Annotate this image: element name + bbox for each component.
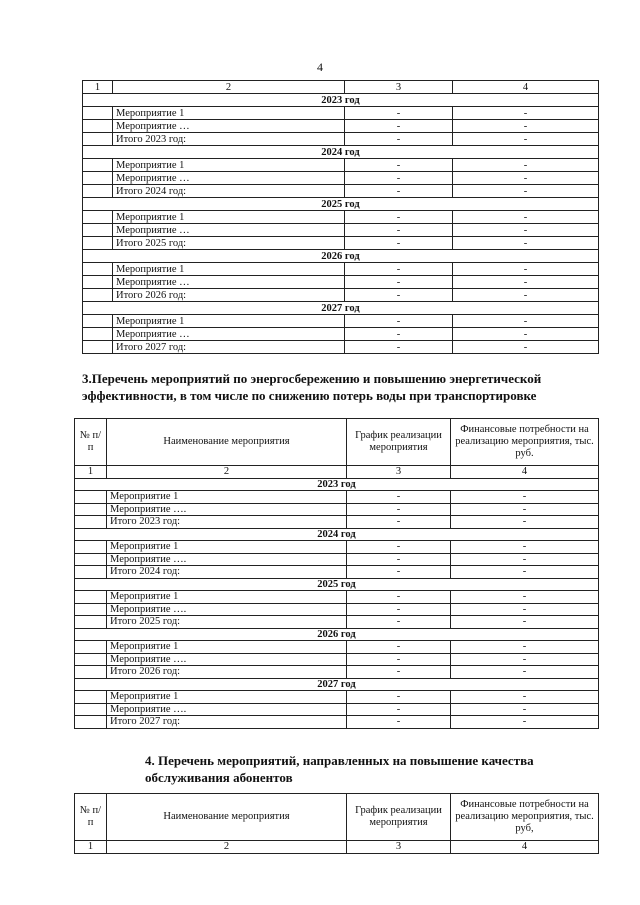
financial-cell: - xyxy=(453,211,599,224)
year-row xyxy=(75,578,599,591)
total-row xyxy=(83,237,599,250)
column-number: 3 xyxy=(347,841,451,854)
event-row xyxy=(83,172,599,185)
row-number-cell xyxy=(83,185,113,198)
row-number-cell xyxy=(75,716,107,729)
column-number: 4 xyxy=(453,81,599,94)
total-label-cell: Итого 2024 год: xyxy=(107,566,347,579)
total-row xyxy=(83,185,599,198)
header-financial-needs: Финансовые потребности на реализацию мероприятия, тыс. руб, xyxy=(451,794,599,841)
event-name-cell: Мероприятие … xyxy=(113,172,345,185)
service-quality-events-table xyxy=(74,793,599,854)
column-number: 4 xyxy=(451,841,599,854)
header-schedule: График реализации мероприятия xyxy=(347,794,451,841)
row-number-cell xyxy=(75,616,107,629)
financial-cell: - xyxy=(451,616,599,629)
financial-cell: - xyxy=(451,703,599,716)
schedule-cell: - xyxy=(345,211,453,224)
row-number-cell xyxy=(75,603,107,616)
row-number-cell xyxy=(83,341,113,354)
schedule-cell: - xyxy=(347,566,451,579)
event-row xyxy=(75,641,599,654)
column-number: 1 xyxy=(83,81,113,94)
financial-cell: - xyxy=(453,276,599,289)
total-label-cell: Итого 2025 год: xyxy=(107,616,347,629)
event-row xyxy=(83,159,599,172)
year-heading: 2025 год xyxy=(83,198,599,211)
header-schedule: График реализации мероприятия xyxy=(347,419,451,466)
table-column-numbers xyxy=(83,81,599,94)
schedule-cell: - xyxy=(347,516,451,529)
schedule-cell: - xyxy=(347,541,451,554)
event-row xyxy=(83,107,599,120)
row-number-cell xyxy=(83,107,113,120)
event-row xyxy=(83,276,599,289)
row-number-cell xyxy=(83,328,113,341)
financial-cell: - xyxy=(453,263,599,276)
financial-cell: - xyxy=(453,120,599,133)
financial-cell: - xyxy=(451,641,599,654)
financial-cell: - xyxy=(451,553,599,566)
column-number: 4 xyxy=(451,466,599,479)
year-row xyxy=(83,302,599,315)
total-row xyxy=(83,289,599,302)
event-row xyxy=(83,263,599,276)
row-number-cell xyxy=(75,566,107,579)
row-number-cell xyxy=(83,237,113,250)
event-name-cell: Мероприятие 1 xyxy=(107,691,347,704)
financial-cell: - xyxy=(453,185,599,198)
events-table-continued xyxy=(82,80,599,354)
row-number-cell xyxy=(83,263,113,276)
event-name-cell: Мероприятие …. xyxy=(107,653,347,666)
schedule-cell: - xyxy=(345,328,453,341)
event-row xyxy=(75,691,599,704)
event-row xyxy=(83,224,599,237)
event-name-cell: Мероприятие …. xyxy=(107,553,347,566)
column-number: 3 xyxy=(347,466,451,479)
total-label-cell: Итого 2024 год: xyxy=(113,185,345,198)
row-number-cell xyxy=(75,703,107,716)
event-row xyxy=(75,541,599,554)
event-name-cell: Мероприятие 1 xyxy=(107,541,347,554)
table-column-numbers xyxy=(75,466,599,479)
row-number-cell xyxy=(83,224,113,237)
financial-cell: - xyxy=(451,541,599,554)
event-name-cell: Мероприятие … xyxy=(113,328,345,341)
event-row xyxy=(83,120,599,133)
total-row xyxy=(83,133,599,146)
year-heading: 2025 год xyxy=(75,578,599,591)
row-number-cell xyxy=(83,120,113,133)
schedule-cell: - xyxy=(345,159,453,172)
year-row xyxy=(83,146,599,159)
schedule-cell: - xyxy=(345,341,453,354)
row-number-cell xyxy=(83,133,113,146)
event-name-cell: Мероприятие 1 xyxy=(113,107,345,120)
column-number: 1 xyxy=(75,841,107,854)
schedule-cell: - xyxy=(347,666,451,679)
event-name-cell: Мероприятие …. xyxy=(107,503,347,516)
row-number-cell xyxy=(83,315,113,328)
schedule-cell: - xyxy=(347,653,451,666)
schedule-cell: - xyxy=(345,289,453,302)
header-number: № п/п xyxy=(75,794,107,841)
row-number-cell xyxy=(75,691,107,704)
financial-cell: - xyxy=(453,341,599,354)
header-event-name: Наименование мероприятия xyxy=(107,419,347,466)
schedule-cell: - xyxy=(347,503,451,516)
event-row xyxy=(75,603,599,616)
row-number-cell xyxy=(75,553,107,566)
total-label-cell: Итого 2026 год: xyxy=(113,289,345,302)
total-label-cell: Итого 2027 год: xyxy=(113,341,345,354)
year-heading: 2027 год xyxy=(83,302,599,315)
financial-cell: - xyxy=(451,491,599,504)
year-row xyxy=(75,478,599,491)
year-heading: 2027 год xyxy=(75,678,599,691)
financial-cell: - xyxy=(451,716,599,729)
year-row xyxy=(75,628,599,641)
row-number-cell xyxy=(83,211,113,224)
table-header-row xyxy=(75,419,599,466)
financial-cell: - xyxy=(453,328,599,341)
row-number-cell xyxy=(75,641,107,654)
year-row xyxy=(83,198,599,211)
row-number-cell xyxy=(75,653,107,666)
financial-cell: - xyxy=(453,289,599,302)
total-label-cell: Итого 2026 год: xyxy=(107,666,347,679)
event-name-cell: Мероприятие … xyxy=(113,120,345,133)
row-number-cell xyxy=(75,503,107,516)
event-name-cell: Мероприятие 1 xyxy=(113,159,345,172)
schedule-cell: - xyxy=(347,691,451,704)
schedule-cell: - xyxy=(347,641,451,654)
row-number-cell xyxy=(75,541,107,554)
schedule-cell: - xyxy=(347,591,451,604)
event-name-cell: Мероприятие 1 xyxy=(107,491,347,504)
schedule-cell: - xyxy=(347,616,451,629)
year-row xyxy=(75,528,599,541)
event-name-cell: Мероприятие 1 xyxy=(107,591,347,604)
year-heading: 2026 год xyxy=(75,628,599,641)
schedule-cell: - xyxy=(345,133,453,146)
section-4-title: 4. Перечень мероприятий, направленных на повышение качества обслуживания абонентов xyxy=(145,753,534,785)
schedule-cell: - xyxy=(345,263,453,276)
financial-cell: - xyxy=(453,107,599,120)
energy-saving-events-table xyxy=(74,418,599,729)
column-number: 1 xyxy=(75,466,107,479)
schedule-cell: - xyxy=(345,237,453,250)
column-number: 2 xyxy=(107,466,347,479)
total-label-cell: Итого 2023 год: xyxy=(107,516,347,529)
financial-cell: - xyxy=(453,237,599,250)
header-event-name: Наименование мероприятия xyxy=(107,794,347,841)
financial-cell: - xyxy=(453,133,599,146)
total-row xyxy=(75,516,599,529)
column-number: 2 xyxy=(113,81,345,94)
year-heading: 2026 год xyxy=(83,250,599,263)
year-row xyxy=(75,678,599,691)
total-row xyxy=(75,716,599,729)
financial-cell: - xyxy=(451,691,599,704)
table-column-numbers xyxy=(75,841,599,854)
total-row xyxy=(75,566,599,579)
schedule-cell: - xyxy=(345,185,453,198)
schedule-cell: - xyxy=(345,276,453,289)
row-number-cell xyxy=(75,516,107,529)
header-number: № п/п xyxy=(75,419,107,466)
financial-cell: - xyxy=(453,315,599,328)
header-financial-needs: Финансовые потребности на реализацию мероприятия, тыс. руб. xyxy=(451,419,599,466)
schedule-cell: - xyxy=(347,703,451,716)
event-row xyxy=(83,315,599,328)
event-row xyxy=(75,503,599,516)
schedule-cell: - xyxy=(345,120,453,133)
event-name-cell: Мероприятие 1 xyxy=(113,211,345,224)
total-label-cell: Итого 2023 год: xyxy=(113,133,345,146)
event-row xyxy=(75,591,599,604)
row-number-cell xyxy=(83,159,113,172)
row-number-cell xyxy=(83,289,113,302)
schedule-cell: - xyxy=(345,224,453,237)
financial-cell: - xyxy=(451,566,599,579)
year-row xyxy=(83,94,599,107)
schedule-cell: - xyxy=(345,172,453,185)
event-row xyxy=(75,653,599,666)
schedule-cell: - xyxy=(347,603,451,616)
event-name-cell: Мероприятие 1 xyxy=(113,315,345,328)
financial-cell: - xyxy=(451,516,599,529)
event-name-cell: Мероприятие …. xyxy=(107,603,347,616)
event-name-cell: Мероприятие 1 xyxy=(107,641,347,654)
schedule-cell: - xyxy=(347,716,451,729)
year-heading: 2024 год xyxy=(83,146,599,159)
row-number-cell xyxy=(83,172,113,185)
row-number-cell xyxy=(75,666,107,679)
event-name-cell: Мероприятие … xyxy=(113,276,345,289)
event-row xyxy=(75,703,599,716)
financial-cell: - xyxy=(451,603,599,616)
year-row xyxy=(83,250,599,263)
financial-cell: - xyxy=(451,666,599,679)
page-number: 4 xyxy=(317,60,323,74)
row-number-cell xyxy=(75,491,107,504)
schedule-cell: - xyxy=(347,491,451,504)
event-row xyxy=(75,553,599,566)
total-label-cell: Итого 2025 год: xyxy=(113,237,345,250)
schedule-cell: - xyxy=(345,315,453,328)
total-row xyxy=(75,616,599,629)
event-name-cell: Мероприятие … xyxy=(113,224,345,237)
row-number-cell xyxy=(75,591,107,604)
event-name-cell: Мероприятие …. xyxy=(107,703,347,716)
schedule-cell: - xyxy=(345,107,453,120)
schedule-cell: - xyxy=(347,553,451,566)
financial-cell: - xyxy=(451,591,599,604)
column-number: 2 xyxy=(107,841,347,854)
financial-cell: - xyxy=(451,653,599,666)
total-label-cell: Итого 2027 год: xyxy=(107,716,347,729)
event-row xyxy=(75,491,599,504)
total-row xyxy=(75,666,599,679)
year-heading: 2024 год xyxy=(75,528,599,541)
total-row xyxy=(83,341,599,354)
financial-cell: - xyxy=(453,159,599,172)
financial-cell: - xyxy=(453,224,599,237)
year-heading: 2023 год xyxy=(75,478,599,491)
financial-cell: - xyxy=(453,172,599,185)
financial-cell: - xyxy=(451,503,599,516)
event-row xyxy=(83,211,599,224)
section-3-title: 3.Перечень мероприятий по энергосбережению и повышению энергетической эффективности, в том числе по снижению потерь воды при транспортировке xyxy=(82,371,542,403)
event-name-cell: Мероприятие 1 xyxy=(113,263,345,276)
event-row xyxy=(83,328,599,341)
column-number: 3 xyxy=(345,81,453,94)
year-heading: 2023 год xyxy=(83,94,599,107)
table-header-row xyxy=(75,794,599,841)
row-number-cell xyxy=(83,276,113,289)
